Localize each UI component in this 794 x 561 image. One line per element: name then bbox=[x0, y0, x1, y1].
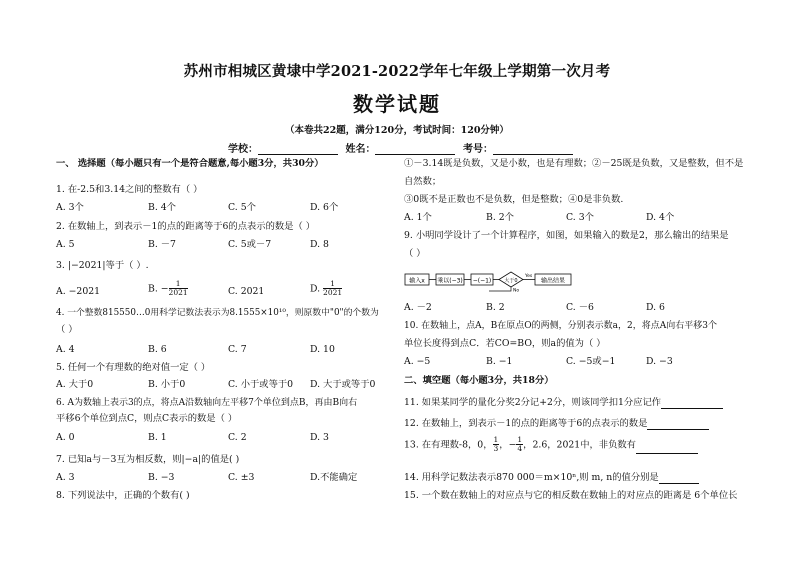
q4-option-a: A. 4 bbox=[56, 344, 75, 355]
q10-option-d: D. −3 bbox=[646, 356, 673, 367]
question-15: 15. 一个数在数轴上的对应点与它的相反数在数轴上的对应点的距离是 6个单位长 bbox=[404, 490, 738, 501]
q14-blank bbox=[659, 474, 699, 484]
q3-option-d: D. $\frac{1}{2021}$ bbox=[310, 279, 343, 298]
q10-option-c: C. −5或−1 bbox=[566, 356, 616, 367]
student-fields bbox=[228, 140, 577, 155]
q13-blank bbox=[636, 444, 698, 454]
question-2: 2. 在数轴上，到表示－1的点的距离等于6的点表示的数是（ ） bbox=[56, 221, 316, 232]
q9-option-b: B. 2 bbox=[486, 302, 505, 313]
q2-option-a: A. 5 bbox=[56, 239, 75, 250]
q8-option-a: A. 1个 bbox=[404, 212, 432, 223]
q3-option-a: A. −2021 bbox=[56, 286, 101, 297]
flow-no-label: No bbox=[513, 288, 520, 292]
question-3: 3. |−2021|等于（ ）. bbox=[56, 260, 149, 271]
q9-option-a: A. －2 bbox=[404, 302, 432, 313]
q4-option-b: B. 6 bbox=[148, 344, 167, 355]
exam-subtitle: 数学试题 bbox=[353, 92, 441, 116]
q7-option-d: D.不能确定 bbox=[310, 472, 358, 483]
q5-option-b: B. 小于0 bbox=[148, 379, 186, 390]
question-7: 7. 已知a与－3互为相反数，则|−a|的值是( ) bbox=[56, 454, 240, 465]
id-blank bbox=[493, 144, 573, 155]
q1-option-c: C. 5个 bbox=[228, 202, 256, 213]
flow-decision-text: 大于0 bbox=[504, 278, 518, 284]
section-fill-heading: 二、填空题（每小题3分，共18分） bbox=[404, 375, 554, 386]
question-5: 5. 任何一个有理数的绝对值一定（ ） bbox=[56, 362, 211, 373]
flow-output-text: 输出结果 bbox=[540, 277, 566, 285]
name-blank bbox=[375, 144, 455, 155]
q12-blank bbox=[647, 420, 709, 430]
q9-option-d: D. 6 bbox=[646, 302, 665, 313]
question-14: 14. 用科学记数法表示870 000＝m×10ⁿ,则 m, n的值分别是 bbox=[404, 472, 699, 484]
q5-option-a: A. 大于0 bbox=[56, 379, 94, 390]
question-10: 10. 在数轴上，点A，B在原点O的两侧，分别表示数a，2，将点A向右平移3个 bbox=[404, 321, 717, 331]
q7-option-a: A. 3 bbox=[56, 472, 75, 483]
q8-statement-1-cont: 自然数； bbox=[404, 176, 442, 187]
q8-statement-3: ③0既不是正数也不是负数，但是整数；④0是非负数. bbox=[404, 194, 624, 205]
q7-option-b: B. −3 bbox=[148, 472, 175, 483]
question-4-paren: （ ） bbox=[56, 324, 78, 335]
question-10-cont: 单位长度得到点C．若CO=BO，则a的值为（ ） bbox=[404, 338, 606, 349]
question-13: 13. 在有理数-8，0， $\frac{1}{3}$ ，− $\frac{1}{4}$ ，2.6，2021中，非负数有 bbox=[404, 436, 698, 454]
section-choice-heading: 一、 选择题（每小题只有一个是符合题意,每小题3分，共30分） bbox=[56, 158, 324, 169]
q1-option-b: B. 4个 bbox=[148, 202, 176, 213]
q8-option-c: C. 3个 bbox=[566, 212, 594, 223]
question-1: 1. 在-2.5和3.14之间的整数有（ ） bbox=[56, 184, 203, 195]
question-11: 11. 如果某同学的量化分奖2分记+2分，则该同学扣1分应记作 bbox=[404, 397, 723, 409]
q7-option-c: C. ±3 bbox=[228, 472, 255, 483]
q2-option-b: B. －7 bbox=[148, 239, 176, 250]
question-9-paren: （ ） bbox=[404, 248, 426, 259]
q1-option-a: A. 3个 bbox=[56, 202, 84, 213]
q9-flowchart bbox=[404, 270, 574, 292]
question-12: 12. 在数轴上，到表示－1的点的距离等于6的点表示的数是 bbox=[404, 418, 709, 430]
flow-yes-label: Yes bbox=[525, 274, 533, 279]
question-8: 8. 下列说法中，正确的个数有( ) bbox=[56, 490, 190, 501]
q6-option-c: C. 2 bbox=[228, 432, 247, 443]
q8-statement-1: ①－3.14既是负数，又是小数，也是有理数；②－25既是负数，又是整数，但不是 bbox=[404, 158, 744, 169]
q1-option-d: D. 6个 bbox=[310, 202, 339, 213]
q4-option-d: D. 10 bbox=[310, 344, 335, 355]
q2-option-c: C. 5或－7 bbox=[228, 239, 272, 250]
question-6-cont: 平移6个单位到点C，则点C表示的数是（ ） bbox=[56, 413, 238, 424]
question-6: 6. A为数轴上表示3的点，将点A沿数轴向左平移7个单位到点B，再由B向右 bbox=[56, 398, 358, 408]
flow-multiply-text: 乘以(−3) bbox=[437, 277, 463, 285]
q2-option-d: D. 8 bbox=[310, 239, 329, 250]
question-9: 9. 小明同学设计了一个计算程序，如图，如果输入的数是2，那么输出的结果是 bbox=[404, 230, 729, 241]
question-4: 4. 一个整数815550…0用科学记数法表示为8.1555×10¹⁰，则原数中"0"的个数为 bbox=[56, 308, 379, 318]
q3-option-b: B. − $\frac{1}{2021}$ bbox=[148, 279, 188, 298]
flow-input-text: 输入x bbox=[409, 277, 425, 285]
q11-blank bbox=[661, 399, 723, 409]
name-label: 姓名： bbox=[345, 144, 376, 155]
q5-option-c: C. 小于或等于0 bbox=[228, 379, 294, 390]
q3-option-c: C. 2021 bbox=[228, 286, 265, 297]
q8-option-b: B. 2个 bbox=[486, 212, 514, 223]
q9-option-c: C. －6 bbox=[566, 302, 594, 313]
exam-title: 苏州市相城区黄埭中学2021-2022学年七年级上学期第一次月考 bbox=[183, 63, 611, 80]
q10-option-b: B. −1 bbox=[486, 356, 513, 367]
q4-option-c: C. 7 bbox=[228, 344, 247, 355]
q5-option-d: D. 大于或等于0 bbox=[310, 379, 376, 390]
school-blank bbox=[258, 144, 338, 155]
school-label: 学校： bbox=[228, 144, 258, 155]
q8-option-d: D. 4个 bbox=[646, 212, 675, 223]
flow-subtract-text: −(−1) bbox=[472, 277, 492, 285]
exam-info: （本卷共22题，满分120分，考试时间：120分钟） bbox=[285, 125, 509, 136]
id-label: 考号： bbox=[462, 144, 493, 155]
q6-option-a: A. 0 bbox=[56, 432, 75, 443]
q6-option-b: B. 1 bbox=[148, 432, 167, 443]
q6-option-d: D. 3 bbox=[310, 432, 329, 443]
q10-option-a: A. −5 bbox=[404, 356, 431, 367]
